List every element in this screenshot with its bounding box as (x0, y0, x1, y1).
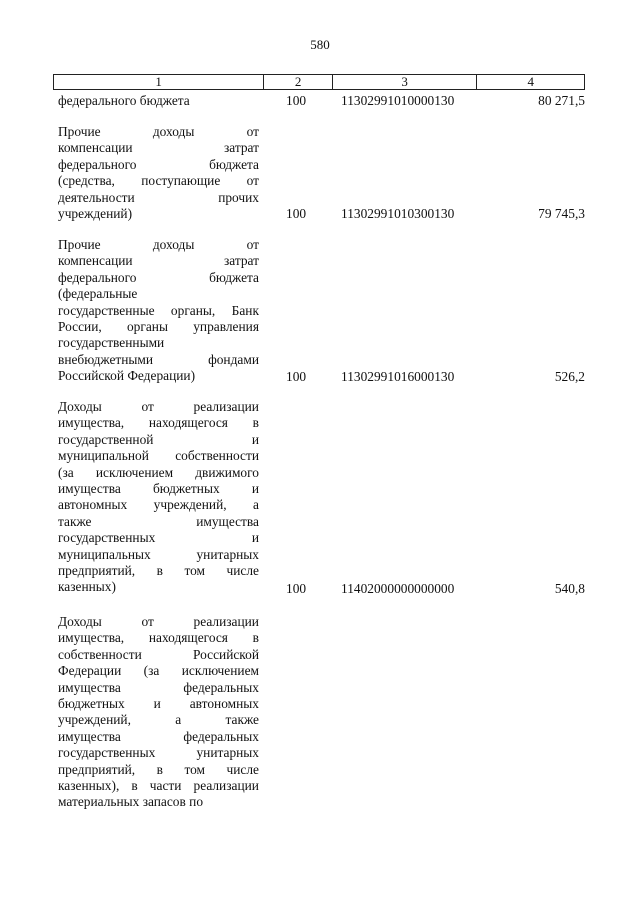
description-line: Российской Федерации) (58, 368, 196, 384)
description-line: Доходы от реализации (58, 399, 259, 414)
description-line: федерального бюджета (58, 156, 259, 172)
description-line: Федерации (за исключением (58, 663, 259, 679)
description-line: государственной и (58, 431, 259, 447)
description-line: муниципальных унитарных (58, 546, 259, 562)
row-amount: 79 745,3 (538, 206, 585, 221)
description-line: деятельности прочих (58, 189, 259, 205)
description-line: Прочие доходы от (58, 124, 259, 139)
description-line: имущества федеральных (58, 728, 259, 744)
header-col-4: 4 (527, 74, 534, 89)
row-code: 100 (286, 369, 307, 384)
row-description (58, 124, 259, 222)
row-code: 100 (286, 93, 307, 108)
header-col-3: 3 (333, 75, 477, 89)
row-code: 100 (286, 206, 307, 221)
description-line: предприятий, в том числе (58, 563, 259, 579)
row-amount: 540,8 (554, 581, 585, 596)
description-line: Доходы от реализации (58, 614, 259, 629)
description-line: компенсации затрат (58, 140, 259, 156)
description-line: материальных запасов по (58, 794, 204, 810)
row-description (58, 399, 259, 596)
description-line: учреждений, а также (58, 712, 259, 728)
row-kbk: 11302991016000130 (341, 369, 455, 384)
description-line: казенных), в части реализации (58, 778, 259, 794)
description-line: также имущества (58, 513, 259, 529)
description-line: имущества бюджетных и (58, 481, 259, 497)
row-kbk: 11302991010000130 (341, 93, 455, 108)
description-line: (федеральные (58, 286, 138, 302)
row-description (58, 614, 259, 811)
description-line: России, органы управления (58, 319, 259, 335)
page-number: 580 (310, 37, 330, 52)
description-line: государственными (58, 335, 165, 351)
table-header-row (53, 74, 585, 90)
description-line: имущества, находящегося в (58, 630, 259, 646)
row-description (58, 237, 259, 385)
description-line: муниципальной собственности (58, 448, 259, 464)
row-kbk: 11402000000000000 (341, 581, 455, 596)
description-line: предприятий, в том числе (58, 761, 259, 777)
description-line: учреждений) (58, 206, 133, 222)
description-line: государственных унитарных (58, 745, 259, 761)
row-code: 100 (286, 581, 307, 596)
description-line: бюджетных и автономных (58, 696, 259, 712)
row-amount: 80 271,5 (538, 93, 585, 108)
description-line: собственности Российской (58, 646, 259, 662)
description-line: федерального бюджета (58, 269, 259, 285)
description-line: автономных учреждений, а (58, 497, 259, 513)
description-line: имущества федеральных (58, 679, 259, 695)
header-col-1: 1 (54, 75, 264, 89)
description-line: Прочие доходы от (58, 237, 259, 252)
description-line: внебюджетными фондами (58, 351, 259, 367)
description-line: имущества, находящегося в (58, 415, 259, 431)
description-line: государственные органы, Банк (58, 302, 259, 318)
row-kbk: 11302991010300130 (341, 206, 455, 221)
description-line: государственных и (58, 530, 259, 546)
row-description (58, 93, 259, 109)
description-line: компенсации затрат (58, 253, 259, 269)
row-amount: 526,2 (554, 369, 585, 384)
header-col-2: 2 (264, 75, 333, 89)
description-line: казенных) (58, 579, 116, 595)
description-line: (за исключением движимого (58, 464, 259, 480)
description-line: федерального бюджета (58, 93, 190, 108)
description-line: (средства, поступающие от (58, 173, 259, 189)
